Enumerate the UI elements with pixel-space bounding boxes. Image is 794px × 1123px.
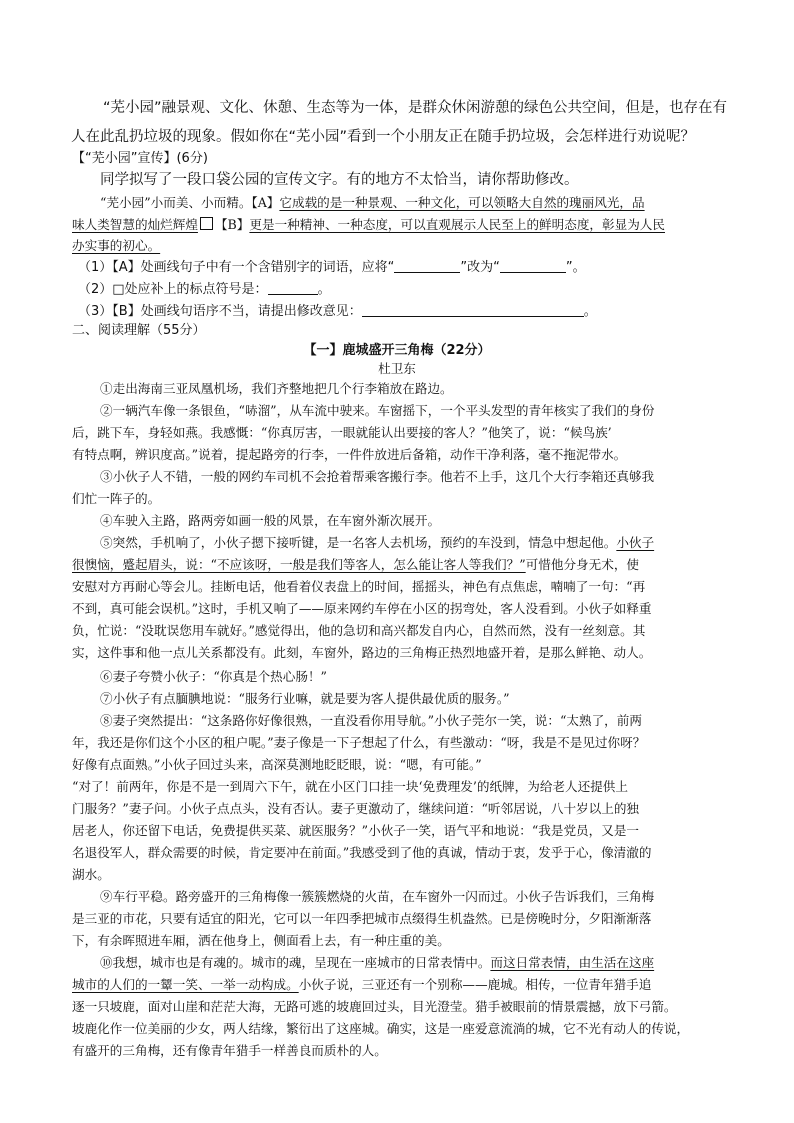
article-line-24: 是三亚的市花，只要有适宜的阳光，它可以一年四季把城市点缀得生机盎然。已是傍晚时分，夕阳渐渐落 <box>72 911 652 926</box>
article-line-15: ⑧妻子突然提出：“这条路你好像很熟，一直没看你用导航。”小伙子莞尔一笑，说：“太熟了，前两 <box>100 713 642 728</box>
article-line-4: ③小伙子人不错，一般的网约车司机不会抢着帮乘客搬行李。他若不上手，这几个大行李箱还真够我 <box>100 469 655 484</box>
prompt-line-2: 人在此乱扔垃圾的现象。假如你在“芜小园”看到一个小朋友正在随手扔垃圾，会怎样进行劝说呢？ <box>71 129 696 145</box>
article-line-6: ④车驶入主路，路两旁如画一般的风景，在车窗外渐次展开。 <box>100 513 441 528</box>
article-line-27: 城市的人们的一颦一笑、一举一动构成。小伙子说，三亚还有一个别称——鹿城。相传，一位青年猎手追 <box>72 977 652 992</box>
article-line-25: 下，有余晖照进车厢，洒在他身上，侧面看上去，有一种庄重的美。 <box>72 933 450 948</box>
passage-line-2 <box>72 216 665 234</box>
answer-blank-3[interactable] <box>362 302 584 317</box>
section-heading: 【“芜小园”宣传】(6分) <box>72 151 208 166</box>
article-line-28: 逐一只坡鹿，面对山崖和茫茫大海，无路可逃的坡鹿回过头，目光澄莹。猎手被眼前的情景震撼，放下弓箭。 <box>72 999 677 1014</box>
passage-line-3 <box>72 237 160 255</box>
section-intro: 同学拟写了一段口袋公园的宣传文字。有的地方不太恰当，请你帮助修改。 <box>100 172 579 188</box>
passage-2c-underlined: 更是一种精神、一种态度，可以直观展示人民至上的鲜明态度，彰显为人民 <box>249 217 665 232</box>
article-line-19: 门服务？”妻子问。小伙子点点头，没有否认。妻子更激动了，继续问道：“听邻居说，八十岁以上的独 <box>72 801 640 816</box>
passage-1b-underlined: 它成载的是一种景观、一种文化，可以领略大自然的瑰丽风光，品 <box>279 195 645 210</box>
answer-blank-2[interactable] <box>268 280 318 295</box>
question-1: （1）【A】处画线句子中有一个含错别字的词语，应将“ ”改为“ ”。 <box>78 260 586 275</box>
article-line-2: 后，跳下车，身轻如燕。我感慨：“你真厉害，一眼就能认出要接的客人？”他笑了，说：“候鸟族’ <box>72 425 612 440</box>
underlined-phrase-2: 很懊恼，蹙起眉头，说：“不应该呀，一般是我们等客人，怎么能让客人等我们？” <box>72 557 526 572</box>
article-line-29: 坡鹿化作一位美丽的少女，两人结缘，繁衍出了这座城。确实，这是一座爱意流淌的城，它不光有动人的传说， <box>72 1021 690 1036</box>
underlined-phrase-3: 而这日常表情，由生活在这座 <box>490 955 655 970</box>
article-line-1: ②一辆汽车像一条银鱼，“哧溜”，从车流中驶来。车窗摇下，一个平头发型的青年核实了我们的身份 <box>100 403 655 418</box>
article-line-11: 负，忙说：“没耽误您用车就好。”感觉得出，他的急切和高兴都发自内心，自然而然，没有一丝刻意。其 <box>72 623 646 638</box>
passage-line-1 <box>100 194 645 212</box>
article-line-10: 不到，真可能会误机。”这时，手机又响了——原来网约车停在小区的拐弯处，客人没看到。小伙子如释重 <box>72 601 652 616</box>
article-line-21: 名退役军人，群众需要的时候，肯定要冲在前面。”我感受到了他的真诚，情动于衷，发乎于心，像清澈的 <box>72 845 652 860</box>
answer-blank-1b[interactable] <box>500 258 566 273</box>
article-line-17: 好像有点面熟。”小伙子回过头来，高深莫测地眨眨眼，说：“嗯，有可能。” <box>72 757 482 772</box>
article-line-23: ⑨车行平稳。路旁盛开的三角梅像一簇簇燃烧的火苗，在车窗外一闪而过。小伙子告诉我们，三角梅 <box>100 889 655 904</box>
prompt-line-1: “芜小园”融景观、文化、休憩、生态等为一体，是群众休闲游憩的绿色公共空间，但是，也存在有 <box>103 100 728 116</box>
article-line-22: 湖水。 <box>72 867 110 882</box>
article-line-8: 很懊恼，蹙起眉头，说：“不应该呀，一般是我们等客人，怎么能让客人等我们？”可惜他分身无术，使 <box>72 557 640 572</box>
article-line-26: ⑩我想，城市也是有魂的。城市的魂，呈现在一座城市的日常表情中。而这日常表情，由生活在这座 <box>100 955 655 970</box>
passage-1a: “芜小园”小而美、小而精。【A】 <box>100 195 280 210</box>
article-line-18: “对了！前两年，你是不是一到周六下午，就在小区门口挂一块‘免费理发’的纸牌，为给老人还提供上 <box>72 779 628 794</box>
article-line-13: ⑥妻子夸赞小伙子：“你真是个热心肠！” <box>100 669 327 684</box>
article-line-0: ①走出海南三亚凤凰机场，我们齐整地把几个行李箱放在路边。 <box>100 381 453 396</box>
article-line-20: 居老人，你还留下电话，免费提供买菜、就医服务？”小伙子一笑，语气平和地说：“我是党员，又是一 <box>72 823 640 838</box>
article-line-14: ⑦小伙子有点腼腆地说：“服务行业嘛，就是要为客人提供最优质的服务。” <box>100 691 510 706</box>
part2-heading: 二、阅读理解（55分） <box>72 323 206 338</box>
punctuation-box <box>200 217 213 230</box>
article-line-16: 年，我还是你们这个小区的租户呢。”妻子像是一下子想起了什么，有些激动：“呀，我是不是见过你呀？ <box>72 735 646 750</box>
article-line-5: 们忙一阵子的。 <box>72 491 161 506</box>
question-3: （3）【B】处画线句语序不当，请提出修改意见： 。 <box>78 304 597 319</box>
article-line-7: ⑤突然，手机响了，小伙子摁下接听键，是一名客人去机场，预约的车没到，情急中想起他。小伙子 <box>100 535 655 550</box>
article-title: 【一】鹿城盛开三角梅（22分） <box>303 343 491 358</box>
article-author: 杜卫东 <box>378 361 416 376</box>
passage-2b: 【B】 <box>214 217 250 232</box>
answer-blank-1a[interactable] <box>394 258 460 273</box>
article-line-9: 安慰对方再耐心等会儿。挂断电话，他看着仪表盘上的时间，摇摇头，神色有点焦虑，喃喃了一句：“再 <box>72 579 646 594</box>
article-line-3: 有特点啊，辨识度高。”说着，提起路旁的行李，一件件放进后备箱，动作干净利落，毫不拖泥带水。 <box>72 447 627 462</box>
question-2: （2）□处应补上的标点符号是： 。 <box>78 282 331 297</box>
passage-2a-underlined: 味人类智慧的灿烂辉煌 <box>72 217 198 232</box>
passage-3-underlined: 办实事的初心。 <box>72 238 161 253</box>
underlined-phrase-4: 城市的人们的一颦一笑、一举一动构成。 <box>72 977 299 992</box>
article-line-30: 有盛开的三角梅，还有像青年猎手一样善良而质朴的人。 <box>72 1043 387 1058</box>
underlined-phrase-1: 小伙子 <box>616 535 655 550</box>
article-line-12: 实，这件事和他一点儿关系都没有。此刻，车窗外，路边的三角梅正热烈地盛开着，是那么鲜艳、动人。 <box>72 645 652 660</box>
